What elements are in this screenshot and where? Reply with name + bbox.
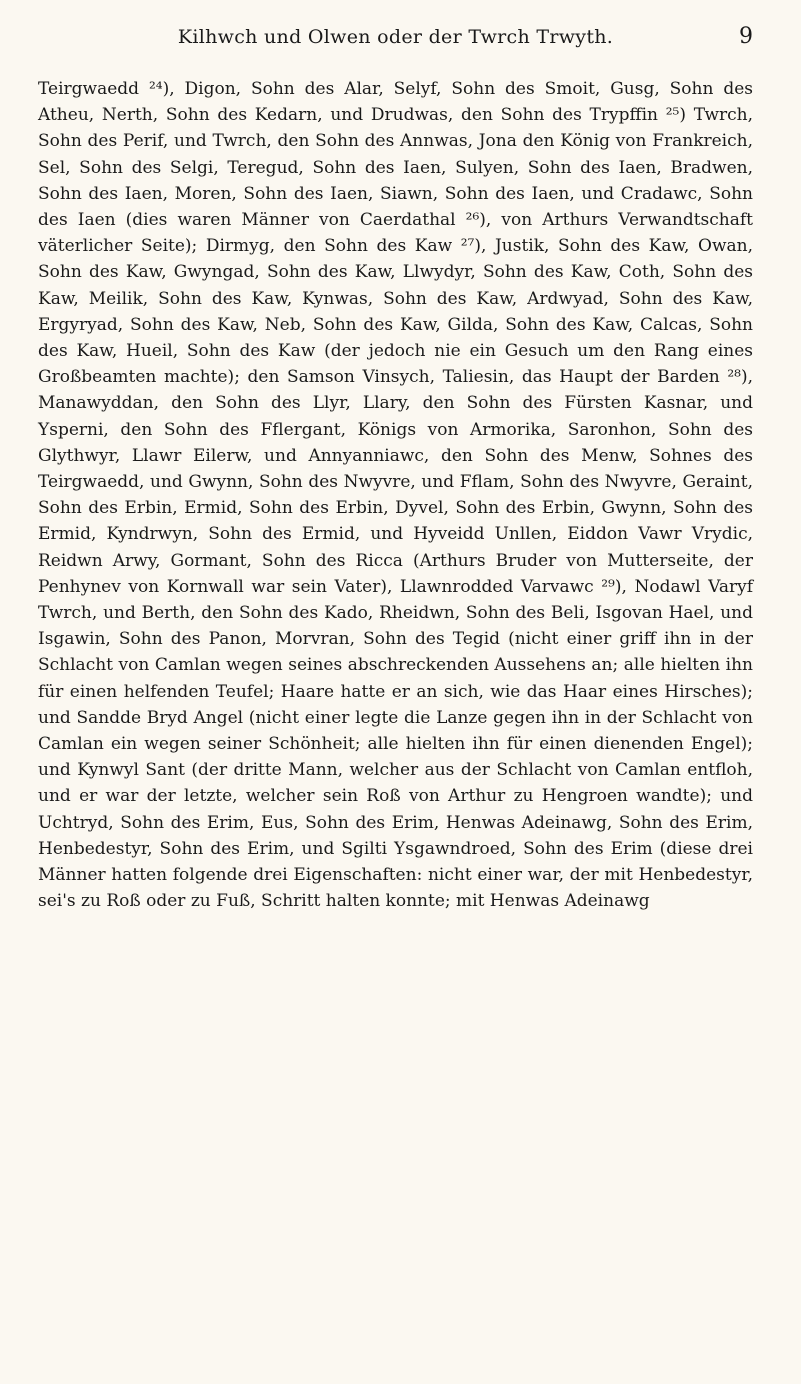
running-header [38, 26, 753, 56]
header-title: Kilhwch und Olwen oder der Twrch Trwyth. [177, 26, 614, 48]
page-number: 9 [739, 24, 753, 49]
body-paragraph: Teirgwaedd ²⁴), Digon, Sohn des Alar, Selyf, Sohn des Smoit, Gusg, Sohn des Atheu, Nerth, Sohn des Kedarn, und Drudwas, den Sohn des Trypffin ²⁵) Twrch, Sohn des Perif, und Twrch, den Sohn des Annwas, Jona den König von Frankreich, Sel, Sohn des Selgi, Teregud, Sohn des Iaen, Sulyen, Sohn des Iaen, Bradwen, Sohn des Iaen, Moren, Sohn des Iaen, Siawn, Sohn des Iaen, und Cradawc, Sohn des Iaen (dies waren Männer von Caerdathal ²⁶), von Arthurs Verwandtschaft väterlicher Seite); Dirmyg, den Sohn des Kaw ²⁷), Justik, Sohn des Kaw, Owan, Sohn des Kaw, Gwyngad, Sohn des Kaw, Llwydyr, Sohn des Kaw, Coth, Sohn des Kaw, Meilik, Sohn des Kaw, Kynwas, Sohn des Kaw, Ardwyad, Sohn des Kaw, Ergyryad, Sohn des Kaw, Neb, Sohn des Kaw, Gilda, Sohn des Kaw, Calcas, Sohn des Kaw, Hueil, Sohn des Kaw (der jedoch nie ein Gesuch um den Rang eines Großbeamten machte); den Samson Vinsych, Taliesin, das Haupt der Barden ²⁸), Manawyddan, den Sohn des Llyr, Llary, den Sohn des Fürsten Kasnar, und Ysperni, den Sohn des Fflergant, Königs von Armorika, Saronhon, Sohn des Glythwyr, Llawr Eilerw, und Annyanniawc, den Sohn des Menw, Sohnes des Teirgwaedd, und Gwynn, Sohn des Nwyvre, und Fflam, Sohn des Nwyvre, Geraint, Sohn des Erbin, Ermid, Sohn des Erbin, Dyvel, Sohn des Erbin, Gwynn, Sohn des Ermid, Kyndrwyn, Sohn des Ermid, und Hyveidd Unllen, Eiddon Vawr Vrydic, Reidwn Arwy, Gormant, Sohn des Ricca (Arthurs Bruder von Mutterseite, der Penhynev von Kornwall war sein Vater), Llawnrodded Varvawc ²⁹), Nodawl Varyf Twrch, und Berth, den Sohn des Kado, Rheidwn, Sohn des Beli, Isgovan Hael, und Isgawin, Sohn des Panon, Morvran, Sohn des Tegid (nicht einer griff ihn in der Schlacht von Camlan wegen seines abschreckenden Aussehens an; alle hielten ihn für einen helfenden Teufel; Haare hatte er an sich, wie das Haar eines Hirsches); und Sandde Bryd Angel (nicht einer legte die Lanze gegen ihn in der Schlacht von Camlan ein wegen seiner Schönheit; alle hielten ihn für einen dienenden Engel); und Kynwyl Sant (der dritte Mann, welcher aus der Schlacht von Camlan entfloh, und er war der letzte, welcher sein Roß von Arthur zu Hengroen wandte); und Uchtryd, Sohn des Erim, Eus, Sohn des Erim, Henwas Adeinawg, Sohn des Erim, Henbedestyr, Sohn des Erim, und Sgilti Ysgawndroed, Sohn des Erim (diese drei Männer hatten folgende drei Eigenschaften: nicht einer war, der mit Henbedestyr, sei's zu Roß oder zu Fuß, Schritt halten konnte; mit Henwas Adeinawg [38, 79, 753, 912]
